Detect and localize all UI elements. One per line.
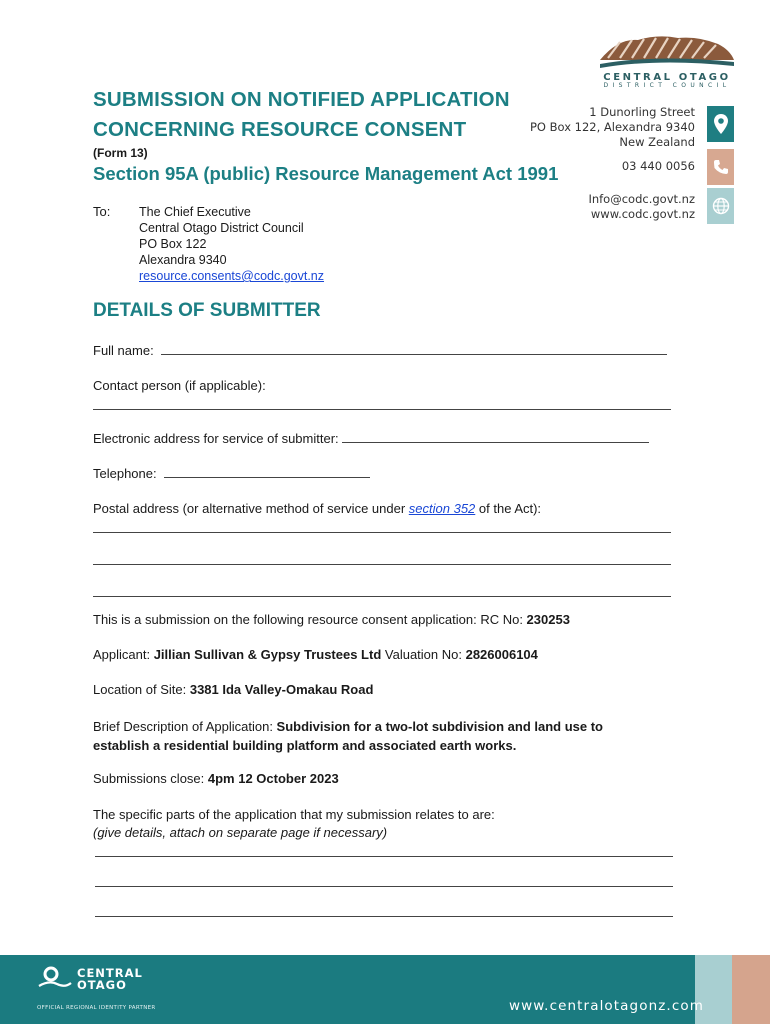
valuation-label: Valuation No: [381, 647, 466, 662]
parts-field-3[interactable] [95, 916, 673, 917]
close-row [93, 771, 339, 786]
telephone-field[interactable] [164, 467, 370, 478]
postal-address-field-1[interactable] [93, 532, 671, 533]
telephone-row [93, 466, 370, 481]
council-phone: 03 440 0056 [621, 159, 695, 173]
address-line: New Zealand [619, 135, 695, 149]
to-label: To: [93, 204, 111, 219]
form-number: (Form 13) [93, 146, 148, 160]
page-title-line1: SUBMISSION ON NOTIFIED APPLICATION [93, 88, 510, 111]
details-heading: DETAILS OF SUBMITTER [93, 300, 321, 321]
footer-url[interactable]: www.centralotagonz.com [509, 998, 704, 1014]
close-label: Submissions close: [93, 771, 208, 786]
council-email: Info@codc.govt.nz [588, 192, 695, 206]
central-otago-brand-icon [37, 966, 73, 992]
parts-field-1[interactable] [95, 856, 673, 857]
postal-label-text: Postal address (or alternative method of service under [93, 501, 409, 516]
footer-brand-line1: CENTRAL [77, 966, 143, 980]
description-label: Brief Description of Application: [93, 719, 277, 734]
section-352-link[interactable]: section 352 [408, 501, 476, 516]
footer-brand-line2: OTAGO [77, 978, 127, 992]
recipient-line: Central Otago District Council [139, 221, 304, 235]
applicant-row [93, 647, 538, 662]
recipient-block [139, 204, 324, 284]
location-label: Location of Site: [93, 682, 190, 697]
contact-person-label: Contact person (if applicable): [93, 378, 266, 393]
recipient-line: Alexandra 9340 [139, 253, 227, 267]
footer-sand-stripe [732, 955, 770, 1024]
postal-address-label [93, 501, 541, 516]
footer-partner: OFFICIAL REGIONAL IDENTITY PARTNER [37, 1005, 156, 1011]
full-name-field[interactable] [161, 344, 667, 355]
council-email-web [588, 192, 695, 222]
full-name-label: Full name: [93, 343, 154, 358]
applicant-name: Jillian Sullivan & Gypsy Trustees Ltd [153, 647, 382, 662]
logo-subtitle: DISTRICT COUNCIL [603, 82, 731, 89]
electronic-address-label: Electronic address for service of submitter: [93, 431, 339, 446]
close-date: 4pm 12 October 2023 [207, 771, 339, 786]
applicant-label: Applicant: [93, 647, 154, 662]
rc-label: This is a submission on the following resource consent application: RC No: [93, 612, 527, 627]
location-pin-icon [707, 106, 734, 142]
council-web: www.codc.govt.nz [590, 207, 695, 221]
recipient-line: PO Box 122 [139, 237, 207, 251]
full-name-row [93, 343, 667, 358]
phone-icon [707, 149, 734, 185]
postal-address-field-2[interactable] [93, 564, 671, 565]
valuation-number: 2826006104 [465, 647, 538, 662]
contact-person-field[interactable] [93, 409, 671, 410]
rc-number-row [93, 612, 570, 627]
page-title-line2: CONCERNING RESOURCE CONSENT [93, 118, 467, 141]
parts-block [93, 806, 495, 842]
recipient-email-link[interactable]: resource.consents@codc.govt.nz [139, 269, 325, 283]
address-line: PO Box 122, Alexandra 9340 [529, 120, 695, 134]
description-line1: Subdivision for a two-lot subdivision and land use to [276, 719, 604, 734]
logo-wordmark: CENTRAL OTAGO [603, 72, 731, 83]
recipient-line: The Chief Executive [139, 205, 251, 219]
footer-brand [77, 967, 143, 991]
rc-number: 230253 [526, 612, 570, 627]
globe-icon [707, 188, 734, 224]
location-row [93, 682, 373, 697]
electronic-address-row [93, 431, 649, 446]
parts-label: The specific parts of the application that my submission relates to are: [93, 807, 495, 822]
telephone-label: Telephone: [93, 466, 157, 481]
parts-hint: (give details, attach on separate page if necessary) [93, 825, 388, 840]
council-address [530, 105, 695, 150]
postal-label-suffix: of the Act): [475, 501, 542, 516]
parts-field-2[interactable] [95, 886, 673, 887]
postal-address-field-3[interactable] [93, 596, 671, 597]
electronic-address-field[interactable] [342, 432, 649, 443]
section-title: Section 95A (public) Resource Management Act 1991 [93, 163, 559, 184]
location-value: 3381 Ida Valley-Omakau Road [189, 682, 374, 697]
address-line: 1 Dunorling Street [589, 105, 695, 119]
description-line2: establish a residential building platform and associated earth works. [93, 738, 517, 753]
description-block [93, 717, 603, 755]
